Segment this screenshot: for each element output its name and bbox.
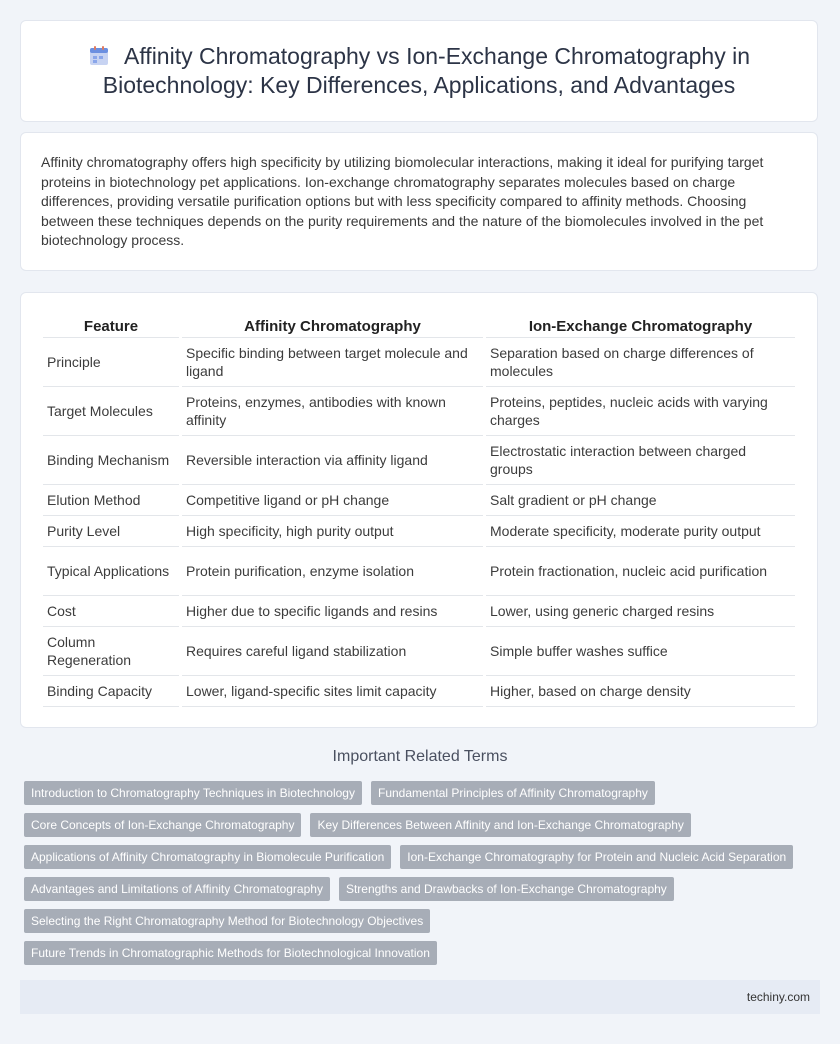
- column-header: Feature: [43, 313, 179, 338]
- table-row: [43, 387, 795, 436]
- table-row: [43, 627, 795, 676]
- affinity-cell: Specific binding between target molecule and ligand: [182, 338, 483, 387]
- related-term-tag[interactable]: Advantages and Limitations of Affinity Chromatography: [24, 877, 330, 901]
- affinity-cell: High specificity, high purity output: [182, 516, 483, 547]
- feature-cell: Principle: [43, 338, 179, 387]
- feature-cell: Typical Applications: [43, 547, 179, 596]
- feature-cell: Purity Level: [43, 516, 179, 547]
- table-row: [43, 338, 795, 387]
- affinity-cell: Competitive ligand or pH change: [182, 485, 483, 516]
- related-terms-list: [24, 781, 824, 973]
- ion-exchange-cell: Higher, based on charge density: [486, 676, 795, 707]
- table-row: [43, 547, 795, 596]
- table-row: [43, 596, 795, 627]
- affinity-cell: Requires careful ligand stabilization: [182, 627, 483, 676]
- intro-card: [20, 132, 818, 271]
- feature-cell: Column Regeneration: [43, 627, 179, 676]
- feature-cell: Cost: [43, 596, 179, 627]
- related-term-tag[interactable]: Future Trends in Chromatographic Methods for Biotechnological Innovation: [24, 941, 437, 965]
- related-term-tag[interactable]: Ion-Exchange Chromatography for Protein and Nucleic Acid Separation: [400, 845, 793, 869]
- feature-cell: Elution Method: [43, 485, 179, 516]
- related-term-tag[interactable]: Applications of Affinity Chromatography in Biomolecule Purification: [24, 845, 391, 869]
- ion-exchange-cell: Protein fractionation, nucleic acid purification: [486, 547, 795, 596]
- related-term-tag[interactable]: Introduction to Chromatography Techniques in Biotechnology: [24, 781, 362, 805]
- title-card: [20, 20, 818, 122]
- page-title: [69, 42, 769, 100]
- column-header: Ion-Exchange Chromatography: [486, 313, 795, 338]
- ion-exchange-cell: Simple buffer washes suffice: [486, 627, 795, 676]
- ion-exchange-cell: Separation based on charge differences of molecules: [486, 338, 795, 387]
- affinity-cell: Reversible interaction via affinity ligand: [182, 436, 483, 485]
- column-header: Affinity Chromatography: [182, 313, 483, 338]
- ion-exchange-cell: Electrostatic interaction between charged groups: [486, 436, 795, 485]
- ion-exchange-cell: Moderate specificity, moderate purity output: [486, 516, 795, 547]
- ion-exchange-cell: Lower, using generic charged resins: [486, 596, 795, 627]
- related-term-tag[interactable]: Selecting the Right Chromatography Method for Biotechnology Objectives: [24, 909, 430, 933]
- related-terms-heading: Important Related Terms: [332, 748, 508, 765]
- ion-exchange-cell: Proteins, peptides, nucleic acids with varying charges: [486, 387, 795, 436]
- intro-paragraph: Affinity chromatography offers high specificity by utilizing biomolecular interactions, making it ideal for purifying target proteins in biotechnology pet applications. Ion-exchange chromatography separates molecules based on charge differences, providing versatile purification options but with less specificity compared to affinity methods. Choosing between these techniques depends on the purity requirements and the nature of the biomolecules involved in the pet biotechnology process.: [41, 154, 764, 248]
- comparison-card: [20, 292, 818, 728]
- feature-cell: Binding Mechanism: [43, 436, 179, 485]
- footer-site-link[interactable]: techiny.com: [746, 990, 810, 1004]
- comparison-table: [40, 313, 798, 707]
- footer: [20, 980, 820, 1014]
- related-term-tag[interactable]: Strengths and Drawbacks of Ion-Exchange Chromatography: [339, 877, 674, 901]
- table-row: [43, 436, 795, 485]
- feature-cell: Binding Capacity: [43, 676, 179, 707]
- related-term-tag[interactable]: Fundamental Principles of Affinity Chromatography: [371, 781, 655, 805]
- affinity-cell: Higher due to specific ligands and resins: [182, 596, 483, 627]
- page-title-text: Affinity Chromatography vs Ion-Exchange Chromatography in Biotechnology: Key Differences, Applications, and Advantages: [102, 43, 750, 98]
- affinity-cell: Lower, ligand-specific sites limit capacity: [182, 676, 483, 707]
- ion-exchange-cell: Salt gradient or pH change: [486, 485, 795, 516]
- table-row: [43, 485, 795, 516]
- related-term-tag[interactable]: Key Differences Between Affinity and Ion-Exchange Chromatography: [310, 813, 690, 837]
- table-row: [43, 516, 795, 547]
- calendar-icon: [88, 45, 110, 67]
- related-term-tag[interactable]: Core Concepts of Ion-Exchange Chromatography: [24, 813, 301, 837]
- table-row: [43, 676, 795, 707]
- affinity-cell: Protein purification, enzyme isolation: [182, 547, 483, 596]
- affinity-cell: Proteins, enzymes, antibodies with known affinity: [182, 387, 483, 436]
- feature-cell: Target Molecules: [43, 387, 179, 436]
